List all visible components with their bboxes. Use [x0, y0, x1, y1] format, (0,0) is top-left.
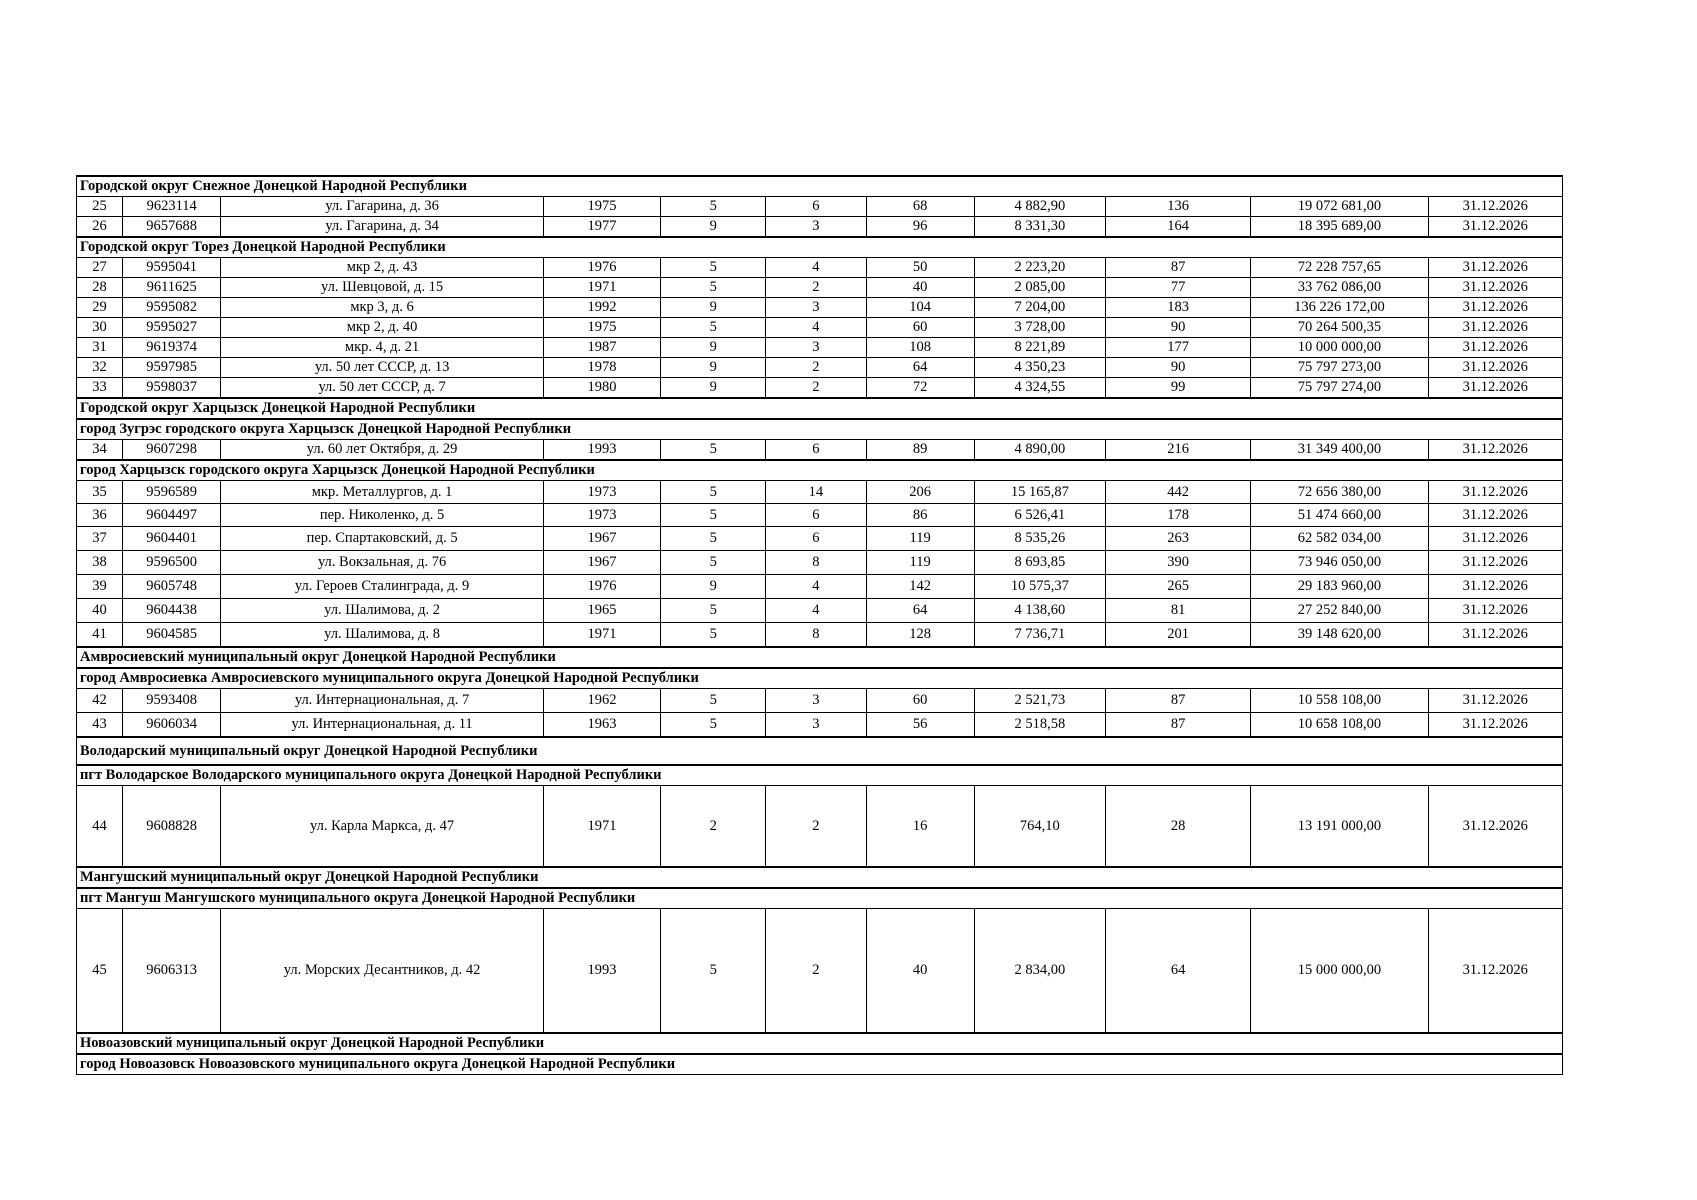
- row-number-cell: 45: [77, 909, 123, 1034]
- section-title: город Харцызск городского округа Харцызск Донецкой Народной Республики: [77, 460, 1563, 481]
- section-header-row: [77, 398, 1563, 419]
- residents-cell: 183: [1105, 298, 1250, 318]
- address-cell: ул. Интернациональная, д. 11: [221, 713, 544, 738]
- year-cell: 1976: [543, 258, 660, 278]
- section-title: Амвросиевский муниципальный округ Донецкой Народной Республики: [77, 647, 1563, 668]
- year-cell: 1971: [543, 623, 660, 648]
- section-header-row: [77, 765, 1563, 786]
- floors-cell: 5: [661, 909, 766, 1034]
- cost-cell: 70 264 500,35: [1251, 318, 1428, 338]
- floors-cell: 5: [661, 689, 766, 713]
- floors-cell: 9: [661, 358, 766, 378]
- id-cell: 9593408: [123, 689, 221, 713]
- area-cell: 8 221,89: [974, 338, 1105, 358]
- section-header-row: [77, 460, 1563, 481]
- year-cell: 1973: [543, 504, 660, 527]
- deadline-cell: 31.12.2026: [1428, 440, 1562, 461]
- cost-cell: 15 000 000,00: [1251, 909, 1428, 1034]
- entrances-cell: 2: [766, 358, 866, 378]
- table-row: [77, 278, 1563, 298]
- floors-cell: 5: [661, 551, 766, 575]
- year-cell: 1971: [543, 786, 660, 868]
- section-header-row: [77, 1054, 1563, 1075]
- entrances-cell: 4: [766, 318, 866, 338]
- deadline-cell: 31.12.2026: [1428, 197, 1562, 217]
- residents-cell: 164: [1105, 217, 1250, 238]
- section-header-row: [77, 888, 1563, 909]
- id-cell: 9606313: [123, 909, 221, 1034]
- residents-cell: 81: [1105, 599, 1250, 623]
- entrances-cell: 2: [766, 786, 866, 868]
- residents-cell: 77: [1105, 278, 1250, 298]
- entrances-cell: 3: [766, 338, 866, 358]
- section-header-row: [77, 237, 1563, 258]
- area-cell: 2 518,58: [974, 713, 1105, 738]
- entrances-cell: 3: [766, 217, 866, 238]
- table-row: [77, 298, 1563, 318]
- entrances-cell: 2: [766, 909, 866, 1034]
- floors-cell: 5: [661, 278, 766, 298]
- row-number-cell: 37: [77, 527, 123, 551]
- area-cell: 8 331,30: [974, 217, 1105, 238]
- floors-cell: 5: [661, 623, 766, 648]
- area-cell: 4 324,55: [974, 378, 1105, 399]
- year-cell: 1993: [543, 909, 660, 1034]
- deadline-cell: 31.12.2026: [1428, 318, 1562, 338]
- id-cell: 9595041: [123, 258, 221, 278]
- table-row: [77, 599, 1563, 623]
- year-cell: 1971: [543, 278, 660, 298]
- cost-cell: 10 000 000,00: [1251, 338, 1428, 358]
- id-cell: 9604401: [123, 527, 221, 551]
- table-row: [77, 318, 1563, 338]
- row-number-cell: 33: [77, 378, 123, 399]
- deadline-cell: 31.12.2026: [1428, 481, 1562, 504]
- floors-cell: 5: [661, 197, 766, 217]
- residents-cell: 263: [1105, 527, 1250, 551]
- section-title: пгт Мангуш Мангушского муниципального округа Донецкой Народной Республики: [77, 888, 1563, 909]
- residents-cell: 28: [1105, 786, 1250, 868]
- residents-cell: 390: [1105, 551, 1250, 575]
- residents-cell: 177: [1105, 338, 1250, 358]
- section-title: пгт Володарское Володарского муниципального округа Донецкой Народной Республики: [77, 765, 1563, 786]
- deadline-cell: 31.12.2026: [1428, 298, 1562, 318]
- residents-cell: 87: [1105, 713, 1250, 738]
- address-cell: ул. Шевцовой, д. 15: [221, 278, 544, 298]
- id-cell: 9606034: [123, 713, 221, 738]
- id-cell: 9619374: [123, 338, 221, 358]
- residents-cell: 87: [1105, 689, 1250, 713]
- apartments-cell: 86: [866, 504, 974, 527]
- floors-cell: 5: [661, 527, 766, 551]
- address-cell: ул. Гагарина, д. 36: [221, 197, 544, 217]
- area-cell: 3 728,00: [974, 318, 1105, 338]
- section-title: город Амвросиевка Амвросиевского муниципального округа Донецкой Народной Республики: [77, 668, 1563, 689]
- id-cell: 9597985: [123, 358, 221, 378]
- entrances-cell: 4: [766, 258, 866, 278]
- address-cell: ул. Карла Маркса, д. 47: [221, 786, 544, 868]
- residents-cell: 265: [1105, 575, 1250, 599]
- year-cell: 1987: [543, 338, 660, 358]
- row-number-cell: 41: [77, 623, 123, 648]
- apartments-cell: 16: [866, 786, 974, 868]
- row-number-cell: 35: [77, 481, 123, 504]
- address-cell: мкр 2, д. 43: [221, 258, 544, 278]
- address-cell: ул. Героев Сталинграда, д. 9: [221, 575, 544, 599]
- table-body: [77, 176, 1563, 1075]
- apartments-cell: 50: [866, 258, 974, 278]
- apartments-cell: 40: [866, 278, 974, 298]
- cost-cell: 39 148 620,00: [1251, 623, 1428, 648]
- floors-cell: 5: [661, 504, 766, 527]
- deadline-cell: 31.12.2026: [1428, 378, 1562, 399]
- table-row: [77, 378, 1563, 399]
- row-number-cell: 25: [77, 197, 123, 217]
- address-cell: ул. 50 лет СССР, д. 7: [221, 378, 544, 399]
- address-cell: мкр 2, д. 40: [221, 318, 544, 338]
- cost-cell: 10 558 108,00: [1251, 689, 1428, 713]
- row-number-cell: 38: [77, 551, 123, 575]
- row-number-cell: 34: [77, 440, 123, 461]
- area-cell: 4 890,00: [974, 440, 1105, 461]
- year-cell: 1992: [543, 298, 660, 318]
- address-cell: ул. Вокзальная, д. 76: [221, 551, 544, 575]
- cost-cell: 75 797 273,00: [1251, 358, 1428, 378]
- deadline-cell: 31.12.2026: [1428, 689, 1562, 713]
- entrances-cell: 6: [766, 527, 866, 551]
- id-cell: 9595082: [123, 298, 221, 318]
- section-title: город Зугрэс городского округа Харцызск Донецкой Народной Республики: [77, 419, 1563, 440]
- year-cell: 1977: [543, 217, 660, 238]
- section-header-row: [77, 1033, 1563, 1054]
- area-cell: 2 521,73: [974, 689, 1105, 713]
- entrances-cell: 4: [766, 599, 866, 623]
- year-cell: 1980: [543, 378, 660, 399]
- table-row: [77, 527, 1563, 551]
- address-cell: мкр. 4, д. 21: [221, 338, 544, 358]
- floors-cell: 9: [661, 217, 766, 238]
- deadline-cell: 31.12.2026: [1428, 504, 1562, 527]
- apartments-cell: 60: [866, 318, 974, 338]
- area-cell: 4 882,90: [974, 197, 1105, 217]
- id-cell: 9605748: [123, 575, 221, 599]
- deadline-cell: 31.12.2026: [1428, 358, 1562, 378]
- row-number-cell: 44: [77, 786, 123, 868]
- table-row: [77, 258, 1563, 278]
- entrances-cell: 2: [766, 278, 866, 298]
- year-cell: 1975: [543, 318, 660, 338]
- residents-cell: 216: [1105, 440, 1250, 461]
- cost-cell: 136 226 172,00: [1251, 298, 1428, 318]
- id-cell: 9598037: [123, 378, 221, 399]
- area-cell: 8 693,85: [974, 551, 1105, 575]
- floors-cell: 9: [661, 298, 766, 318]
- apartments-cell: 108: [866, 338, 974, 358]
- year-cell: 1967: [543, 551, 660, 575]
- cost-cell: 62 582 034,00: [1251, 527, 1428, 551]
- address-cell: ул. Шалимова, д. 8: [221, 623, 544, 648]
- table-row: [77, 689, 1563, 713]
- table-row: [77, 440, 1563, 461]
- entrances-cell: 3: [766, 713, 866, 738]
- section-header-row: [77, 737, 1563, 765]
- table-row: [77, 504, 1563, 527]
- floors-cell: 9: [661, 338, 766, 358]
- address-cell: пер. Николенко, д. 5: [221, 504, 544, 527]
- apartments-cell: 89: [866, 440, 974, 461]
- table-row: [77, 358, 1563, 378]
- section-title: Володарский муниципальный округ Донецкой Народной Республики: [77, 737, 1563, 765]
- entrances-cell: 3: [766, 298, 866, 318]
- floors-cell: 5: [661, 481, 766, 504]
- section-title: Новоазовский муниципальный округ Донецкой Народной Республики: [77, 1033, 1563, 1054]
- area-cell: 2 223,20: [974, 258, 1105, 278]
- deadline-cell: 31.12.2026: [1428, 278, 1562, 298]
- area-cell: 8 535,26: [974, 527, 1105, 551]
- apartments-cell: 60: [866, 689, 974, 713]
- area-cell: 4 138,60: [974, 599, 1105, 623]
- address-cell: ул. Морских Десантников, д. 42: [221, 909, 544, 1034]
- table-row: [77, 575, 1563, 599]
- entrances-cell: 2: [766, 378, 866, 399]
- floors-cell: 9: [661, 378, 766, 399]
- id-cell: 9608828: [123, 786, 221, 868]
- id-cell: 9611625: [123, 278, 221, 298]
- cost-cell: 19 072 681,00: [1251, 197, 1428, 217]
- year-cell: 1993: [543, 440, 660, 461]
- residents-cell: 64: [1105, 909, 1250, 1034]
- section-header-row: [77, 867, 1563, 888]
- cost-cell: 75 797 274,00: [1251, 378, 1428, 399]
- area-cell: 7 204,00: [974, 298, 1105, 318]
- cost-cell: 29 183 960,00: [1251, 575, 1428, 599]
- section-title: Городской округ Харцызск Донецкой Народной Республики: [77, 398, 1563, 419]
- section-header-row: [77, 647, 1563, 668]
- id-cell: 9595027: [123, 318, 221, 338]
- id-cell: 9596589: [123, 481, 221, 504]
- year-cell: 1975: [543, 197, 660, 217]
- section-title: Городской округ Снежное Донецкой Народной Республики: [77, 176, 1563, 197]
- entrances-cell: 4: [766, 575, 866, 599]
- id-cell: 9623114: [123, 197, 221, 217]
- row-number-cell: 39: [77, 575, 123, 599]
- cost-cell: 18 395 689,00: [1251, 217, 1428, 238]
- address-cell: ул. 60 лет Октября, д. 29: [221, 440, 544, 461]
- residents-cell: 90: [1105, 358, 1250, 378]
- year-cell: 1973: [543, 481, 660, 504]
- residents-cell: 201: [1105, 623, 1250, 648]
- year-cell: 1976: [543, 575, 660, 599]
- address-cell: мкр. Металлургов, д. 1: [221, 481, 544, 504]
- address-cell: мкр 3, д. 6: [221, 298, 544, 318]
- deadline-cell: 31.12.2026: [1428, 575, 1562, 599]
- address-cell: пер. Спартаковский, д. 5: [221, 527, 544, 551]
- section-title: Городской округ Торез Донецкой Народной Республики: [77, 237, 1563, 258]
- residents-cell: 442: [1105, 481, 1250, 504]
- area-cell: 764,10: [974, 786, 1105, 868]
- cost-cell: 31 349 400,00: [1251, 440, 1428, 461]
- year-cell: 1965: [543, 599, 660, 623]
- row-number-cell: 26: [77, 217, 123, 238]
- id-cell: 9604497: [123, 504, 221, 527]
- row-number-cell: 36: [77, 504, 123, 527]
- id-cell: 9604585: [123, 623, 221, 648]
- table-row: [77, 338, 1563, 358]
- table-row: [77, 197, 1563, 217]
- address-cell: ул. Интернациональная, д. 7: [221, 689, 544, 713]
- id-cell: 9596500: [123, 551, 221, 575]
- apartments-cell: 64: [866, 599, 974, 623]
- area-cell: 15 165,87: [974, 481, 1105, 504]
- floors-cell: 5: [661, 599, 766, 623]
- entrances-cell: 6: [766, 440, 866, 461]
- entrances-cell: 14: [766, 481, 866, 504]
- cost-cell: 72 656 380,00: [1251, 481, 1428, 504]
- deadline-cell: 31.12.2026: [1428, 909, 1562, 1034]
- row-number-cell: 29: [77, 298, 123, 318]
- entrances-cell: 8: [766, 551, 866, 575]
- cost-cell: 13 191 000,00: [1251, 786, 1428, 868]
- apartments-cell: 119: [866, 527, 974, 551]
- id-cell: 9604438: [123, 599, 221, 623]
- cost-cell: 10 658 108,00: [1251, 713, 1428, 738]
- entrances-cell: 8: [766, 623, 866, 648]
- apartments-cell: 96: [866, 217, 974, 238]
- residents-cell: 178: [1105, 504, 1250, 527]
- area-cell: 4 350,23: [974, 358, 1105, 378]
- apartments-cell: 40: [866, 909, 974, 1034]
- buildings-table: [76, 175, 1563, 1075]
- apartments-cell: 72: [866, 378, 974, 399]
- floors-cell: 2: [661, 786, 766, 868]
- deadline-cell: 31.12.2026: [1428, 623, 1562, 648]
- apartments-cell: 64: [866, 358, 974, 378]
- deadline-cell: 31.12.2026: [1428, 786, 1562, 868]
- deadline-cell: 31.12.2026: [1428, 338, 1562, 358]
- area-cell: 6 526,41: [974, 504, 1105, 527]
- residents-cell: 87: [1105, 258, 1250, 278]
- floors-cell: 9: [661, 575, 766, 599]
- address-cell: ул. 50 лет СССР, д. 13: [221, 358, 544, 378]
- deadline-cell: 31.12.2026: [1428, 551, 1562, 575]
- row-number-cell: 40: [77, 599, 123, 623]
- address-cell: ул. Гагарина, д. 34: [221, 217, 544, 238]
- row-number-cell: 32: [77, 358, 123, 378]
- cost-cell: 73 946 050,00: [1251, 551, 1428, 575]
- apartments-cell: 206: [866, 481, 974, 504]
- address-cell: ул. Шалимова, д. 2: [221, 599, 544, 623]
- apartments-cell: 119: [866, 551, 974, 575]
- table-row: [77, 481, 1563, 504]
- deadline-cell: 31.12.2026: [1428, 527, 1562, 551]
- area-cell: 2 085,00: [974, 278, 1105, 298]
- deadline-cell: 31.12.2026: [1428, 599, 1562, 623]
- table-row: [77, 786, 1563, 868]
- deadline-cell: 31.12.2026: [1428, 713, 1562, 738]
- apartments-cell: 142: [866, 575, 974, 599]
- residents-cell: 90: [1105, 318, 1250, 338]
- row-number-cell: 42: [77, 689, 123, 713]
- section-header-row: [77, 176, 1563, 197]
- year-cell: 1978: [543, 358, 660, 378]
- entrances-cell: 6: [766, 504, 866, 527]
- table-row: [77, 217, 1563, 238]
- deadline-cell: 31.12.2026: [1428, 217, 1562, 238]
- table-row: [77, 623, 1563, 648]
- area-cell: 10 575,37: [974, 575, 1105, 599]
- id-cell: 9657688: [123, 217, 221, 238]
- row-number-cell: 27: [77, 258, 123, 278]
- year-cell: 1967: [543, 527, 660, 551]
- table-row: [77, 909, 1563, 1034]
- section-title: Мангушский муниципальный округ Донецкой Народной Республики: [77, 867, 1563, 888]
- apartments-cell: 128: [866, 623, 974, 648]
- row-number-cell: 43: [77, 713, 123, 738]
- cost-cell: 72 228 757,65: [1251, 258, 1428, 278]
- section-title: город Новоазовск Новоазовского муниципального округа Донецкой Народной Республики: [77, 1054, 1563, 1075]
- floors-cell: 5: [661, 318, 766, 338]
- apartments-cell: 104: [866, 298, 974, 318]
- residents-cell: 136: [1105, 197, 1250, 217]
- floors-cell: 5: [661, 440, 766, 461]
- section-header-row: [77, 419, 1563, 440]
- entrances-cell: 6: [766, 197, 866, 217]
- year-cell: 1962: [543, 689, 660, 713]
- area-cell: 2 834,00: [974, 909, 1105, 1034]
- row-number-cell: 30: [77, 318, 123, 338]
- entrances-cell: 3: [766, 689, 866, 713]
- table-row: [77, 551, 1563, 575]
- table-row: [77, 713, 1563, 738]
- deadline-cell: 31.12.2026: [1428, 258, 1562, 278]
- section-header-row: [77, 668, 1563, 689]
- apartments-cell: 56: [866, 713, 974, 738]
- id-cell: 9607298: [123, 440, 221, 461]
- row-number-cell: 28: [77, 278, 123, 298]
- residents-cell: 99: [1105, 378, 1250, 399]
- cost-cell: 33 762 086,00: [1251, 278, 1428, 298]
- row-number-cell: 31: [77, 338, 123, 358]
- cost-cell: 51 474 660,00: [1251, 504, 1428, 527]
- year-cell: 1963: [543, 713, 660, 738]
- area-cell: 7 736,71: [974, 623, 1105, 648]
- apartments-cell: 68: [866, 197, 974, 217]
- floors-cell: 5: [661, 713, 766, 738]
- cost-cell: 27 252 840,00: [1251, 599, 1428, 623]
- floors-cell: 5: [661, 258, 766, 278]
